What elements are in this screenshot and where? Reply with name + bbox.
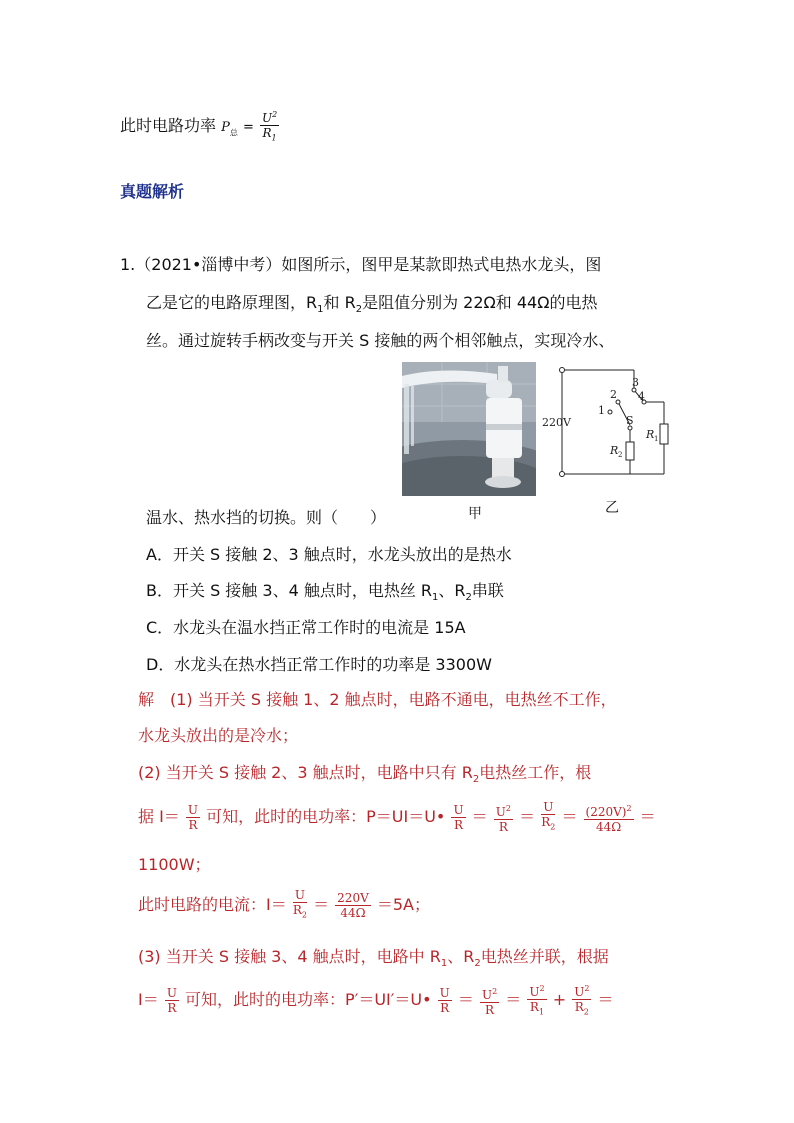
frac-u-over-r-2 bbox=[451, 803, 465, 832]
r1-resistor bbox=[660, 424, 668, 444]
frac-num: U bbox=[529, 984, 540, 999]
terminal-bottom bbox=[560, 472, 565, 477]
circuit-diagram bbox=[540, 362, 680, 502]
cur-a: 此时电路的电流：I＝ bbox=[138, 895, 287, 914]
frac-den: R bbox=[498, 819, 508, 834]
frac-num: U bbox=[574, 984, 585, 999]
faucet-photo bbox=[402, 362, 536, 496]
frac-den: R bbox=[529, 999, 539, 1014]
figure-jia-label: 甲 bbox=[468, 506, 482, 522]
frac-sup: 2 bbox=[492, 986, 498, 996]
frac-den: 44Ω bbox=[595, 819, 622, 834]
option-b-text-c: 串联 bbox=[471, 581, 504, 600]
s3l2-b: 可知，此时的电功率：P′＝UI′＝U• bbox=[185, 990, 432, 1009]
frac-num: U bbox=[453, 803, 464, 817]
s3-text-a: (3) 当开关 S 接触 3、4 触点时，电路中 R bbox=[138, 947, 441, 966]
question-line-4: 温水、热水挡的切换。则（ ） bbox=[146, 508, 387, 527]
frac-num-sup: 2 bbox=[272, 110, 278, 119]
s2l2-f: ＝ bbox=[639, 807, 656, 826]
intro-prefix: 此时电路功率 bbox=[120, 116, 217, 136]
frac-num: U bbox=[495, 804, 506, 819]
frac-u2-over-r2 bbox=[572, 982, 591, 1019]
power-subscript: 总 bbox=[229, 128, 238, 138]
cur-b: ＝ bbox=[313, 895, 330, 914]
frac-u2-over-r bbox=[494, 802, 513, 834]
solution-step2-line3: 1100W； bbox=[138, 855, 211, 874]
contact-1 bbox=[608, 410, 612, 414]
section-title: 真题解析 bbox=[120, 182, 185, 201]
figure-yi-label: 乙 bbox=[605, 500, 619, 516]
s2l2-b: 可知，此时的电功率：P＝UI＝U• bbox=[206, 807, 446, 826]
frac-u-over-r bbox=[186, 803, 200, 832]
frac-den: R bbox=[440, 1001, 450, 1015]
switch-label: S bbox=[626, 414, 634, 427]
frac-u2-over-r1 bbox=[527, 982, 546, 1019]
frac-sup: 2 bbox=[539, 983, 545, 993]
option-a: A．开关 S 接触 2、3 触点时，水龙头放出的是热水 bbox=[146, 545, 512, 564]
frac-num: U bbox=[166, 986, 177, 1000]
voltage-label: 220V bbox=[542, 416, 571, 429]
option-b-sub1: 1 bbox=[432, 592, 439, 604]
terminal-top bbox=[560, 368, 565, 373]
intro-line bbox=[120, 108, 280, 145]
s2l2-d: ＝ bbox=[519, 807, 536, 826]
frac-den: R bbox=[292, 903, 302, 918]
node-2-label: 2 bbox=[610, 388, 617, 401]
frac-den-sub: 1 bbox=[271, 133, 277, 143]
solution-step2-line2 bbox=[138, 797, 656, 837]
frac-u-over-r-s3b bbox=[438, 986, 452, 1015]
r2-label: R bbox=[610, 444, 619, 457]
question-line-3: 丝。通过旋转手柄改变与开关 S 接触的两个相邻触点，实现冷水、 bbox=[146, 331, 615, 350]
question-number: 1. bbox=[120, 255, 136, 274]
option-b-text-a: B．开关 S 接触 3、4 触点时，电热丝 R bbox=[146, 581, 433, 600]
frac-den: R bbox=[574, 999, 584, 1014]
s2l2-e: ＝ bbox=[561, 807, 578, 826]
frac-num: U bbox=[294, 888, 305, 903]
frac-sub: 2 bbox=[550, 822, 556, 832]
frac-den: R bbox=[485, 1002, 495, 1017]
frac-den: R bbox=[541, 815, 551, 830]
frac-den: R bbox=[167, 1001, 177, 1015]
frac-den: R bbox=[188, 818, 198, 832]
s3-text-c: 电热丝并联，根据 bbox=[480, 947, 609, 966]
s2-text-a: (2) 当开关 S 接触 2、3 触点时，电路中只有 R bbox=[138, 763, 473, 782]
option-b-text-b: 、R bbox=[438, 581, 466, 600]
frac-u2-over-r-s3 bbox=[480, 985, 499, 1017]
s3l2-c: ＝ bbox=[457, 990, 474, 1009]
s3l2-f: ＝ bbox=[597, 990, 614, 1009]
cur-c: ＝5A； bbox=[376, 895, 430, 914]
r2-label-sub: 2 bbox=[618, 451, 623, 459]
faucet-illustration bbox=[402, 362, 536, 496]
frac-den: R bbox=[262, 126, 272, 140]
r1-subscript: 1 bbox=[317, 304, 324, 316]
node-3-label: 3 bbox=[632, 376, 639, 389]
option-c: C．水龙头在温水挡正常工作时的电流是 15A bbox=[146, 618, 466, 637]
frac-sub: 1 bbox=[538, 1007, 545, 1017]
node-1-label: 1 bbox=[598, 404, 605, 417]
solution-step2-line1 bbox=[138, 763, 591, 790]
frac-sub: 2 bbox=[583, 1007, 589, 1017]
s2l2-a: 据 I＝ bbox=[138, 807, 180, 826]
frac-sup: 2 bbox=[626, 803, 632, 813]
frac-num: U bbox=[439, 986, 450, 1000]
frac-num: U bbox=[187, 803, 199, 817]
frac-220v-sq-over-44 bbox=[584, 802, 634, 834]
frac-num: (220V) bbox=[585, 804, 627, 819]
intro-fraction bbox=[260, 108, 279, 145]
s2-sub: 2 bbox=[472, 774, 480, 786]
solution-step1-line2: 水龙头放出的是冷水； bbox=[138, 726, 299, 745]
option-b bbox=[146, 581, 504, 608]
r1-label: R bbox=[646, 428, 655, 441]
s3l2-e: + bbox=[552, 990, 567, 1009]
s3-text-b: 、R bbox=[447, 947, 475, 966]
s3l2-a: I＝ bbox=[138, 990, 159, 1009]
frac-u-over-r-s3 bbox=[165, 986, 179, 1015]
question-line-2 bbox=[146, 293, 597, 320]
solution-step2-current bbox=[138, 885, 430, 925]
s3-sub2: 2 bbox=[474, 958, 481, 970]
frac-num: U bbox=[543, 800, 554, 815]
equals-sign: = bbox=[242, 120, 254, 136]
solution-step1-line1: 解 (1) 当开关 S 接触 1、2 触点时，电路不通电，电热丝不工作， bbox=[138, 690, 617, 709]
r2-resistor bbox=[626, 442, 634, 460]
frac-num: U bbox=[261, 111, 273, 125]
r2-subscript: 2 bbox=[355, 304, 363, 316]
s2-text-b: 电热丝工作，根 bbox=[479, 763, 592, 782]
frac-den: R bbox=[453, 818, 464, 832]
r1-label-sub: 1 bbox=[654, 435, 659, 443]
s3-sub1: 1 bbox=[440, 958, 448, 970]
frac-num: 220V bbox=[337, 891, 369, 905]
question-text-2a: 乙是它的电路原理图，R bbox=[146, 293, 318, 312]
frac-sub: 2 bbox=[301, 910, 307, 920]
question-text-1: （2021•淄博中考）如图所示，图甲是某款即热式电热水龙头，图 bbox=[135, 255, 602, 274]
s2l2-c: ＝ bbox=[471, 807, 488, 826]
solution-step3-line1 bbox=[138, 947, 609, 974]
question-text-2b: 和 R bbox=[323, 293, 356, 312]
frac-u-over-r2 bbox=[541, 800, 555, 834]
question-line-1 bbox=[120, 255, 601, 275]
frac-220v-over-44 bbox=[335, 891, 371, 920]
option-d: D．水龙头在热水挡正常工作时的功率是 3300W bbox=[146, 655, 492, 674]
frac-num: U bbox=[481, 987, 493, 1002]
s3l2-d: ＝ bbox=[505, 990, 522, 1009]
option-b-sub2: 2 bbox=[465, 592, 472, 604]
frac-sup: 2 bbox=[505, 803, 511, 813]
question-text-2c: 是阻值分别为 22Ω和 44Ω的电热 bbox=[362, 293, 598, 312]
node-4-label: 4 bbox=[638, 390, 645, 403]
power-symbol: P bbox=[221, 120, 230, 136]
frac-den: 44Ω bbox=[340, 906, 366, 920]
frac-sup: 2 bbox=[584, 983, 590, 993]
solution-step3-line2 bbox=[138, 980, 614, 1020]
frac-u-over-r2-cur bbox=[293, 888, 307, 922]
